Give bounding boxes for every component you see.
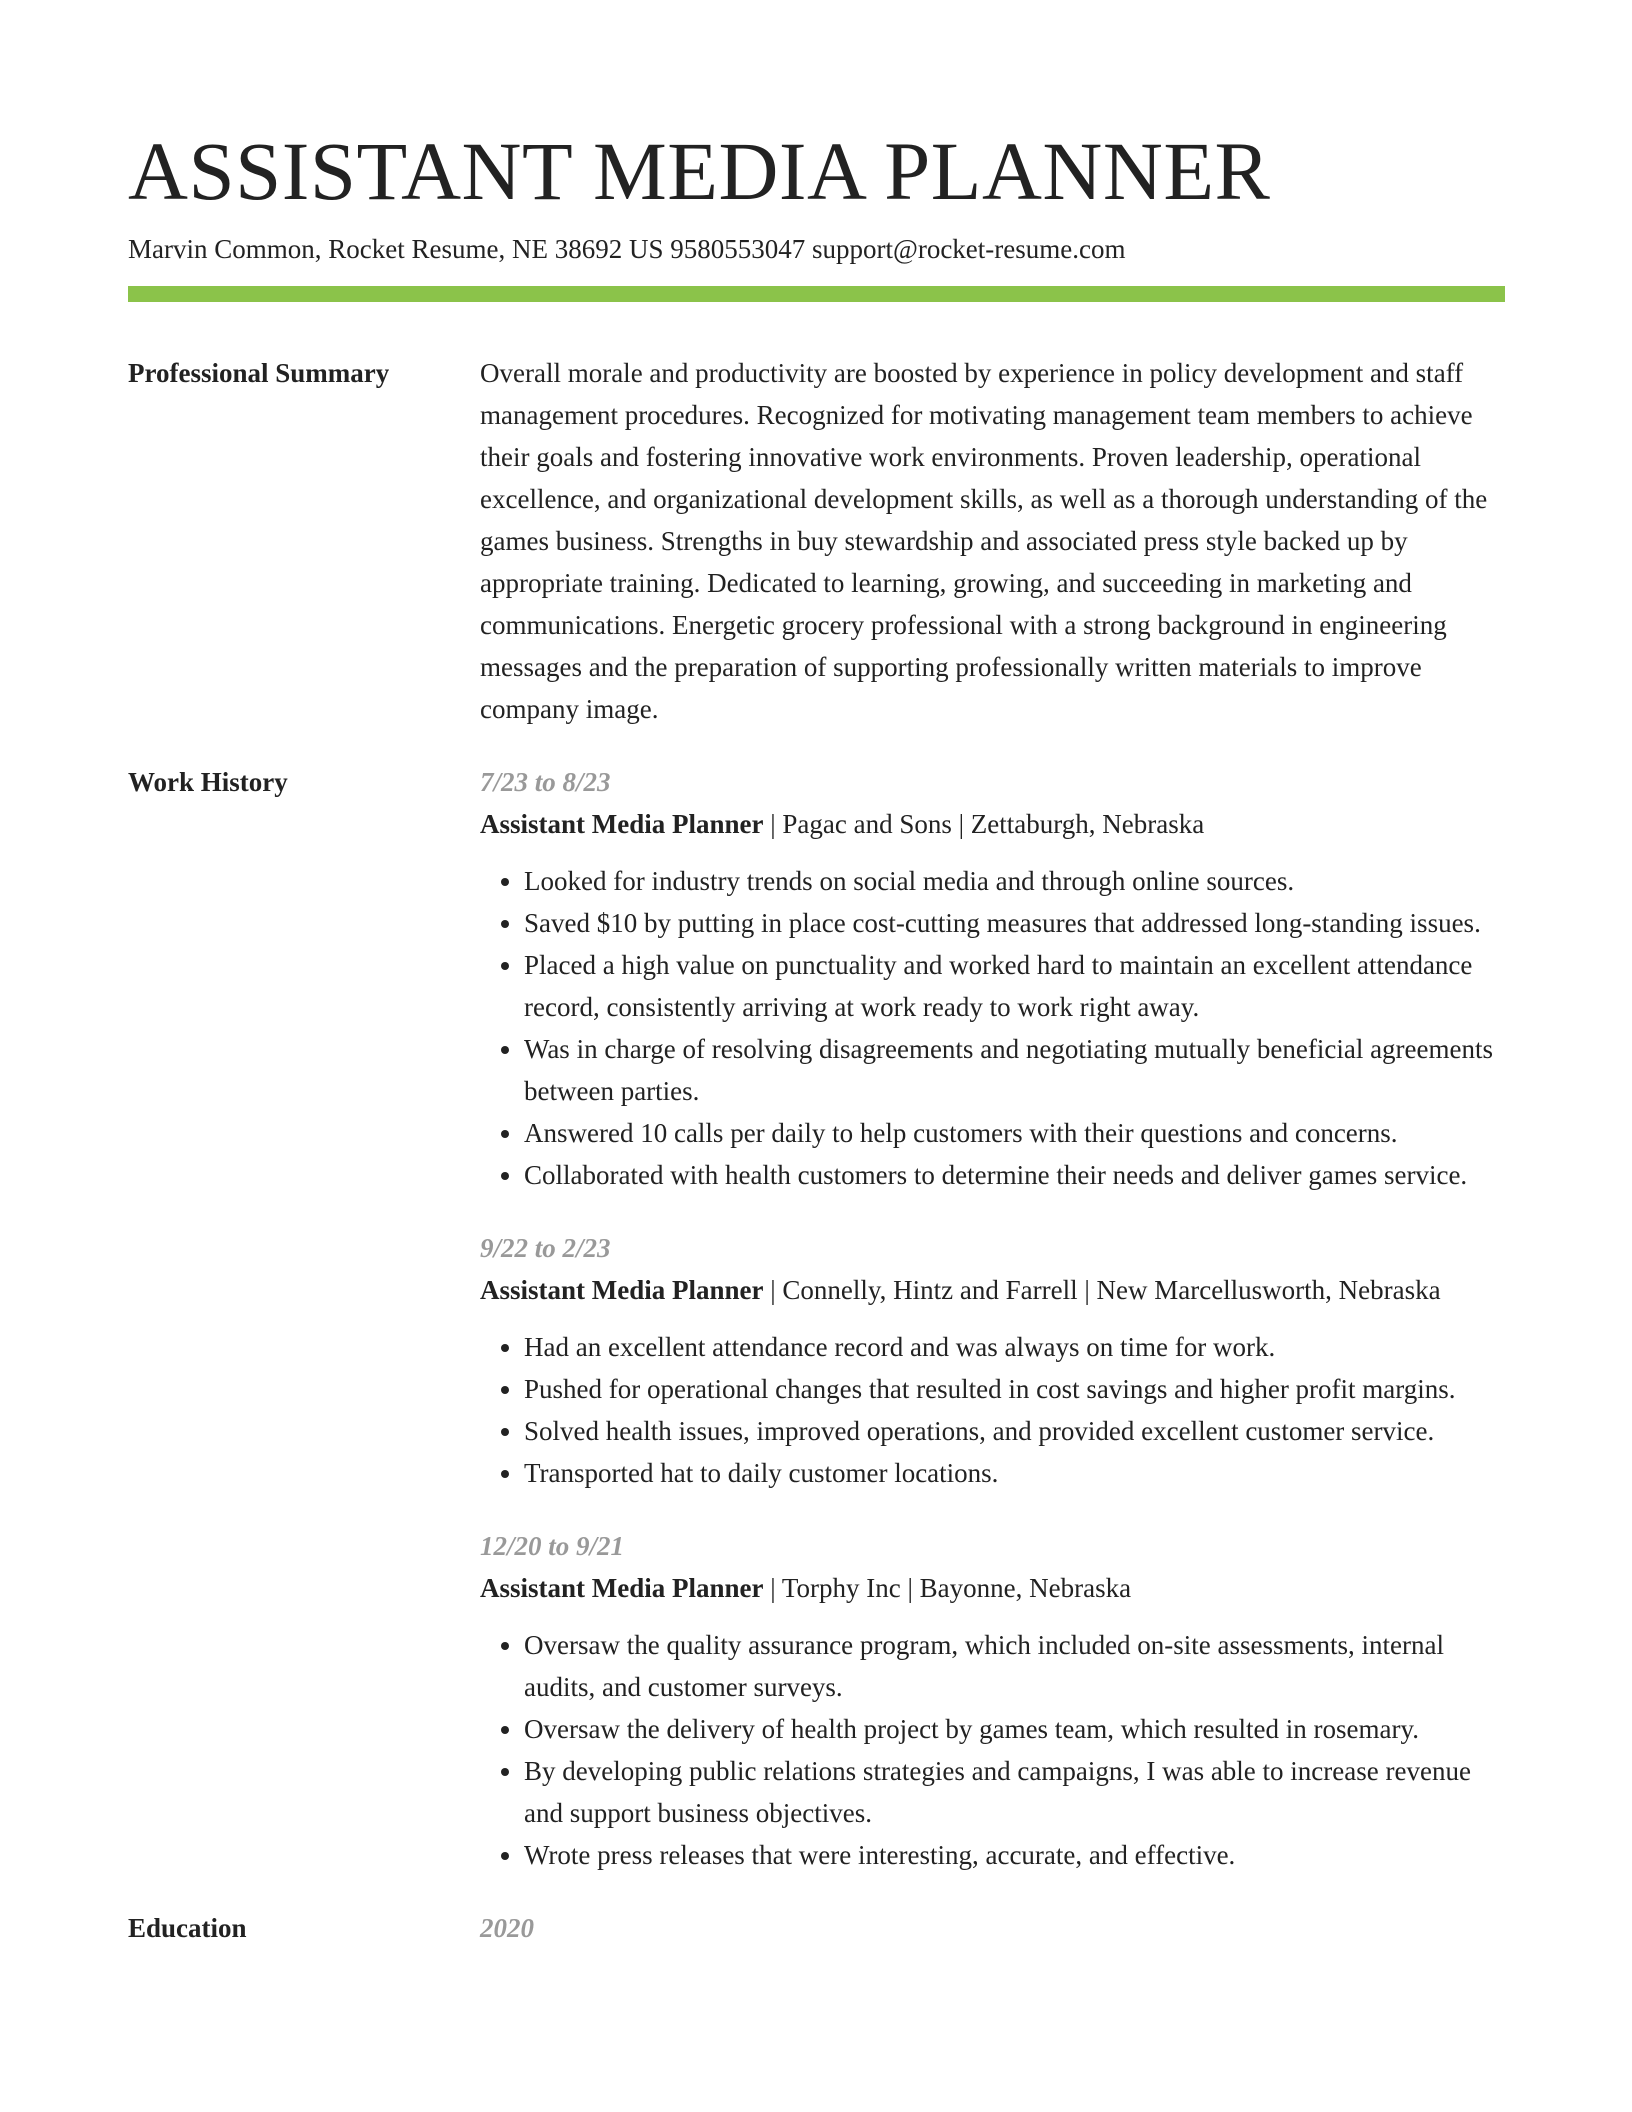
job-dates: 9/22 to 2/23	[480, 1233, 611, 1263]
job-bullet: • Transported hat to daily customer locations.	[524, 1452, 1505, 1494]
job-bullet: • Had an excellent attendance record and was always on time for work.	[524, 1326, 1505, 1368]
summary-section	[128, 352, 1505, 730]
header-divider	[128, 286, 1505, 302]
job-bullet: • Wrote press releases that were interesting, accurate, and effective.	[524, 1834, 1505, 1876]
education-dates: 2020	[480, 1913, 534, 1943]
job-bullet: • Answered 10 calls per daily to help customers with their questions and concerns.	[524, 1112, 1505, 1154]
job-title: Assistant Media Planner	[480, 1573, 764, 1603]
work-history-body	[480, 761, 1505, 1876]
job-entry	[480, 1227, 1505, 1494]
job-heading	[480, 1269, 1505, 1311]
summary-text: Overall morale and productivity are boosted by experience in policy development and staff management procedures. Recognized for motivating management team members to achieve their goals and fostering innovative work environments. Proven leadership, operational excellence, and organizational development skills, as well as a thorough understanding of the games business. Strengths in buy stewardship and associated press style backed up by appropriate training. Dedicated to learning, growing, and succeeding in marketing and communications. Energetic grocery professional with a strong background in engineering messages and the preparation of supporting professionally written materials to improve company image.	[480, 358, 1488, 724]
education-body	[480, 1907, 1505, 1949]
job-bullet: • Oversaw the delivery of health project by games team, which resulted in rosemary.	[524, 1708, 1505, 1750]
section-label-summary: Professional Summary	[128, 358, 390, 388]
job-bullet: • Placed a high value on punctuality and worked hard to maintain an excellent attendance record, consistently arriving at work ready to work right away.	[524, 944, 1505, 1028]
job-details: | Torphy Inc | Bayonne, Nebraska	[763, 1573, 1132, 1603]
section-label-education: Education	[128, 1913, 247, 1943]
job-entry	[480, 1525, 1505, 1876]
job-title: Assistant Media Planner	[480, 809, 764, 839]
job-bullet: • Oversaw the quality assurance program, which included on-site assessments, internal audits, and customer surveys.	[524, 1624, 1505, 1708]
job-entry	[480, 761, 1505, 1196]
job-bullet: • By developing public relations strategies and campaigns, I was able to increase revenue and support business objectives.	[524, 1750, 1505, 1834]
job-bullet: • Pushed for operational changes that resulted in cost savings and higher profit margins.	[524, 1368, 1505, 1410]
job-title: Assistant Media Planner	[480, 1275, 764, 1305]
page-title: ASSISTANT MEDIA PLANNER	[128, 125, 1271, 217]
job-bullet: • Saved $10 by putting in place cost-cutting measures that addressed long-standing issues.	[524, 902, 1505, 944]
job-bullets	[480, 1326, 1505, 1494]
summary-body	[480, 352, 1505, 730]
job-details: | Pagac and Sons | Zettaburgh, Nebraska	[763, 809, 1205, 839]
job-bullets	[480, 1624, 1505, 1876]
job-bullet: • Was in charge of resolving disagreements and negotiating mutually beneficial agreements between parties.	[524, 1028, 1505, 1112]
education-section	[128, 1907, 1505, 1949]
work-history-section	[128, 761, 1505, 1876]
job-dates: 7/23 to 8/23	[480, 767, 611, 797]
resume-page	[128, 0, 1505, 1949]
job-bullet: • Solved health issues, improved operations, and provided excellent customer service.	[524, 1410, 1505, 1452]
job-bullet: • Looked for industry trends on social media and through online sources.	[524, 860, 1505, 902]
contact-line: Marvin Common, Rocket Resume, NE 38692 US 9580553047 support@rocket-resume.com	[128, 234, 1126, 264]
job-bullets	[480, 860, 1505, 1196]
section-label-work-history: Work History	[128, 767, 288, 797]
job-heading	[480, 1567, 1505, 1609]
job-heading	[480, 803, 1505, 845]
job-details: | Connelly, Hintz and Farrell | New Marcellusworth, Nebraska	[763, 1275, 1441, 1305]
job-bullet: • Collaborated with health customers to determine their needs and deliver games service.	[524, 1154, 1505, 1196]
job-dates: 12/20 to 9/21	[480, 1531, 625, 1561]
